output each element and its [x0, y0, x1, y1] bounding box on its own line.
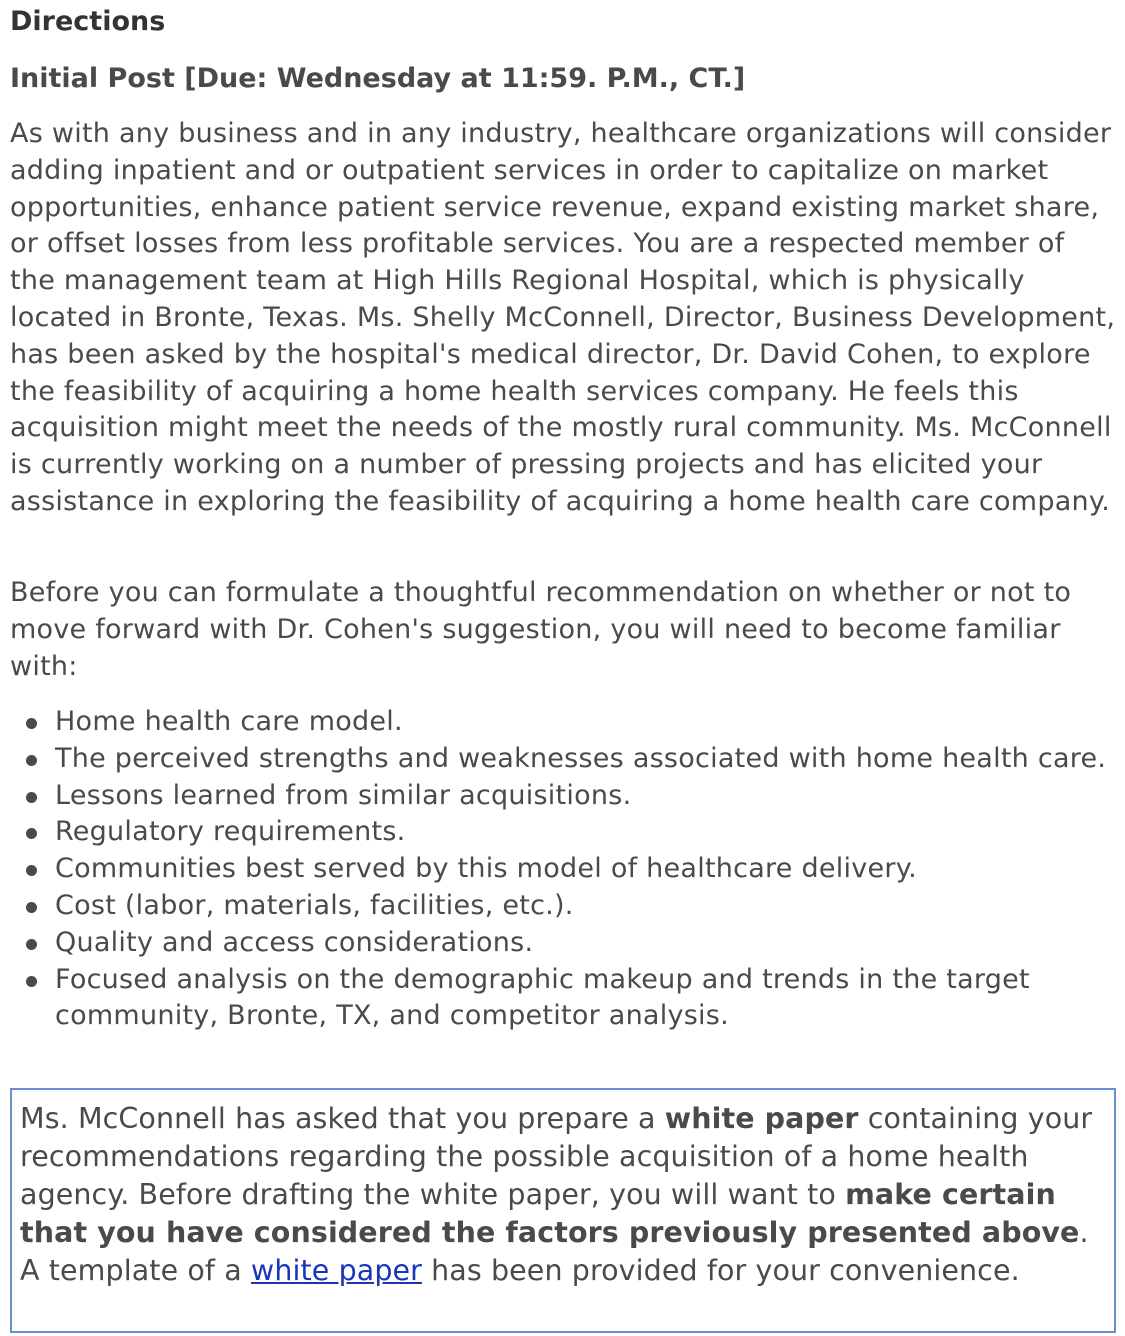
list-item-text: Regulatory requirements.	[55, 816, 406, 848]
callout-text: containing your recommendations regarding the possible acquisition of a home health agency. Before drafting the white paper, you will want to	[20, 1102, 1093, 1211]
list-item	[55, 962, 1110, 1036]
list-item	[55, 851, 1110, 888]
list-item-text: The perceived strengths and weaknesses associated with home health care.	[55, 742, 1107, 774]
list-item-text: Quality and access considerations.	[55, 926, 534, 958]
callout-text: has been provided for your convenience.	[421, 1254, 1020, 1287]
list-item-text: Communities best served by this model of healthcare delivery.	[55, 853, 917, 885]
list-item	[55, 925, 1110, 962]
list-item	[55, 704, 1110, 741]
bullet-icon	[26, 828, 37, 839]
list-item-text: Home health care model.	[55, 706, 403, 737]
callout-bold-text: make certain that you have considered the factors previously presented above	[20, 1178, 1080, 1249]
list-item-text: Lessons learned from similar acquisitions.	[55, 779, 632, 811]
bullet-icon	[26, 902, 37, 913]
bullet-icon	[26, 939, 37, 950]
scenario-paragraph: As with any business and in any industry, healthcare organizations will consider adding inpatient and or outpatient services in order to capitalize on market opportunities, enhance patient service revenue, expand existing market share, or offset losses from less profitable services. You are a respected member of the management team at High Hills Regional Hospital, which is physically located in Bronte, Texas. Ms. Shelly McConnell, Director, Business Development, has been asked by the hospital's medical director, Dr. David Cohen, to explore the feasibility of acquiring a home health services company. He feels this acquisition might meet the needs of the mostly rural community. Ms. McConnell is currently working on a number of pressing projects and has elicited your assistance in exploring the feasibility of acquiring a home health care company.	[10, 118, 1116, 517]
factors-list	[10, 704, 1110, 1035]
intro-paragraph: Before you can formulate a thoughtful recommendation on whether or not to move forward with Dr. Cohen's suggestion, you will need to become familiar with:	[10, 577, 1072, 682]
bullet-icon	[26, 792, 37, 803]
bullet-icon	[26, 755, 37, 766]
bullet-icon	[26, 865, 37, 876]
bullet-icon	[26, 976, 37, 987]
list-item	[55, 888, 1110, 925]
callout-text: Ms. McConnell has asked that you prepare a	[20, 1102, 665, 1135]
white-paper-callout-box	[10, 1088, 1116, 1333]
list-item-text: Focused analysis on the demographic makeup and trends in the target community, Bronte, TX, and competitor analysis.	[55, 963, 1030, 1032]
bullet-icon	[26, 718, 37, 729]
page-title: Directions	[10, 6, 166, 37]
list-item	[55, 741, 1110, 778]
list-item-text: Cost (labor, materials, facilities, etc.).	[55, 889, 574, 921]
white-paper-link[interactable]: white paper	[250, 1254, 422, 1287]
section-heading: Initial Post [Due: Wednesday at 11:59. P.M., CT.]	[10, 63, 746, 94]
list-item	[55, 778, 1110, 815]
callout-bold-text: white paper	[664, 1102, 859, 1135]
list-item	[55, 814, 1110, 851]
callout-text: . A template of a	[20, 1216, 1089, 1287]
